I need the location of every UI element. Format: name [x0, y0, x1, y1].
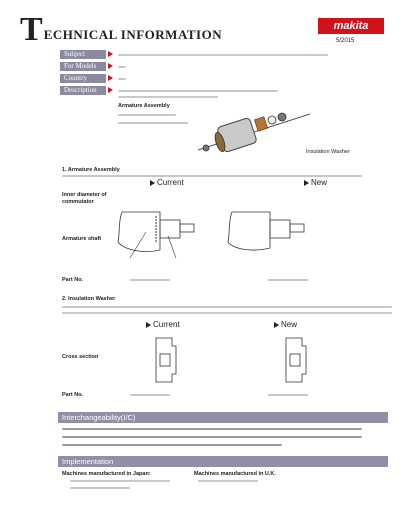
part-no-label-2: Part No. [62, 392, 84, 398]
current-label: Current [157, 178, 184, 187]
text-line-redacted [118, 122, 188, 124]
page-title [20, 11, 223, 48]
text-line-redacted [62, 306, 392, 308]
arrow-icon [108, 51, 113, 57]
text-line-redacted [118, 114, 176, 116]
text-line-redacted [62, 175, 362, 177]
description-line-redacted [118, 90, 278, 92]
new-tag-2 [274, 320, 297, 329]
text-line-redacted [62, 428, 362, 430]
new-tag-1 [304, 178, 327, 187]
text-line-redacted [70, 480, 170, 482]
section-bar-interchangeability: Interchangeability(I/C) [58, 412, 388, 423]
brand-logo: makita [318, 18, 384, 34]
subject-value-redacted [118, 54, 328, 56]
arrow-icon [108, 75, 113, 81]
section-bar-implementation: Implementation [58, 456, 388, 467]
country-value-redacted [118, 78, 126, 80]
part-number-redacted [268, 279, 308, 281]
commutator-label: commutator [62, 199, 94, 205]
title-rest: ECHNICAL INFORMATION [43, 27, 223, 42]
text-line-redacted [62, 444, 282, 446]
inner-diameter-label: Inner diameter of [62, 192, 107, 198]
part-number-redacted [268, 394, 308, 396]
text-line-redacted [198, 480, 258, 482]
new-shaft-drawing [226, 206, 306, 254]
new-label: New [281, 320, 298, 329]
text-line-redacted [70, 487, 130, 489]
implementation-uk: Machines manufactured in U.K. [194, 471, 276, 477]
text-line-redacted [62, 312, 392, 314]
current-shaft-drawing [116, 206, 196, 262]
new-label: New [311, 178, 328, 187]
cross-section-label: Cross section [62, 354, 99, 360]
implementation-japan: Machines manufactured in Japan: [62, 471, 151, 477]
part-number-redacted [130, 279, 170, 281]
title-initial: T [20, 11, 43, 48]
current-tag-2 [146, 320, 180, 329]
part-no-label-1: Part No. [62, 277, 84, 283]
part-number-redacted [130, 394, 170, 396]
armature-assembly-drawing [198, 102, 318, 162]
meta-label-description: Description [60, 86, 106, 95]
armature-assembly-heading: Armature Assembly [118, 103, 170, 109]
meta-label-subject: Subject [60, 50, 106, 59]
current-washer-cross-section [154, 336, 178, 384]
current-tag-1 [150, 178, 184, 187]
meta-label-country: Country [60, 74, 106, 83]
meta-label-for-models: For Models [60, 62, 106, 71]
armature-shaft-label: Armature shaft [62, 236, 102, 242]
description-line-redacted [118, 96, 218, 98]
arrow-icon [108, 63, 113, 69]
models-value-redacted [118, 66, 126, 68]
arrow-icon [108, 87, 113, 93]
insulation-washer-callout: Insulation Washer [306, 149, 350, 155]
section1-heading: 1. Armature Assembly [62, 167, 120, 173]
doc-number: 5/2015 [336, 38, 355, 44]
section2-heading: 2. Insulation Washer [62, 296, 116, 302]
new-washer-cross-section [284, 336, 308, 384]
text-line-redacted [62, 436, 362, 438]
current-label: Current [153, 320, 180, 329]
